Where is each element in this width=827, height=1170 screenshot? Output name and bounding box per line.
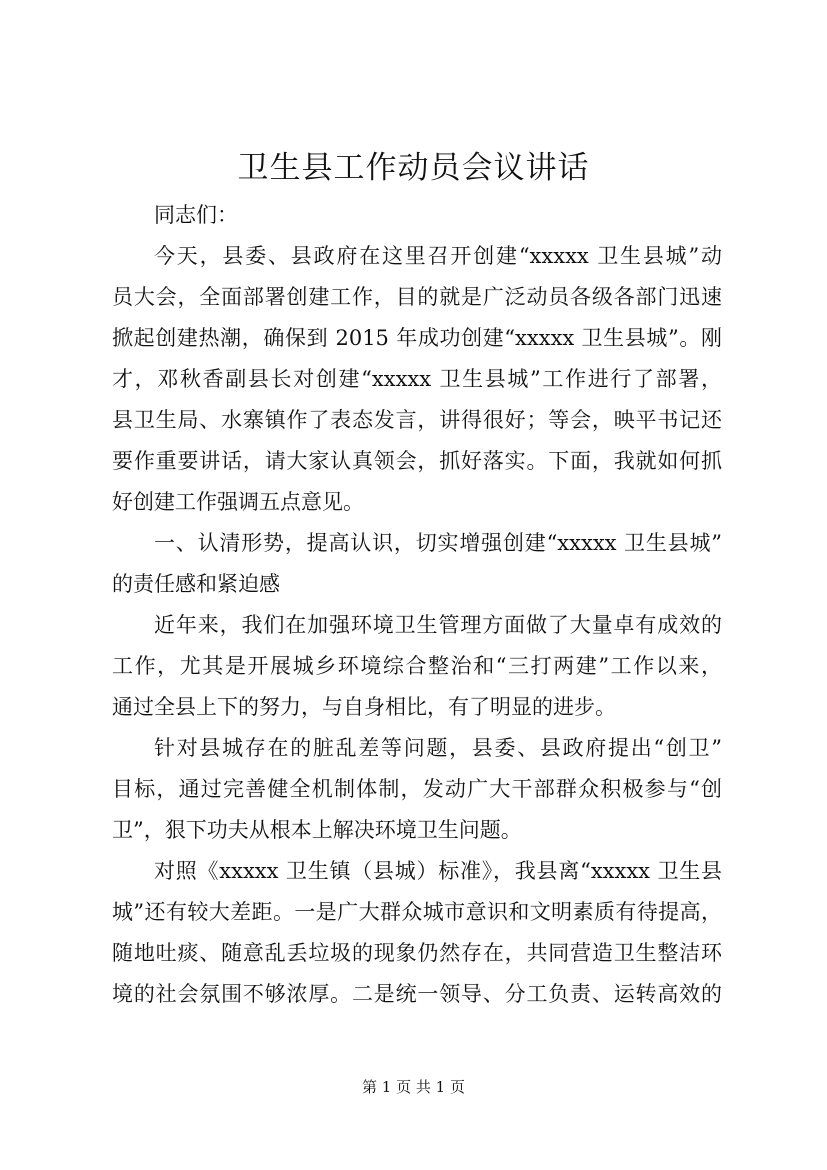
document-body [112, 195, 722, 1015]
paragraph-line: 境的社会氛围不够浓厚。二是统一领导、分工负责、运转高效的 [112, 982, 722, 1006]
paragraph-line: 掀起创建热潮，确保到 2015 年成功创建“xxxxx 卫生县城”。刚 [112, 326, 722, 350]
paragraph-line: 工作，尤其是开展城乡环境综合整治和“三打两建”工作以来， [112, 654, 722, 678]
paragraph-line: 卫”，狠下功夫从根本上解决环境卫生问题。 [112, 818, 522, 842]
paragraph-line: 县卫生局、水寨镇作了表态发言，讲得很好；等会，映平书记还 [112, 408, 722, 432]
paragraph-line: 员大会，全面部署创建工作，目的就是广泛动员各级各部门迅速 [112, 285, 722, 309]
paragraph-line: 才，邓秋香副县长对创建“xxxxx 卫生县城”工作进行了部署， [112, 367, 722, 391]
paragraph-line: 近年来，我们在加强环境卫生管理方面做了大量卓有成效的 [154, 613, 722, 637]
section-heading-line: 一、认清形势，提高认识，切实增强创建“xxxxx 卫生县城” [154, 531, 722, 555]
salutation-line: 同志们： [154, 203, 238, 227]
paragraph-line: 城”还有较大差距。一是广大群众城市意识和文明素质有待提高， [112, 900, 722, 924]
paragraph-line: 今天，县委、县政府在这里召开创建“xxxxx 卫生县城”动 [154, 244, 722, 268]
paragraph-line: 目标，通过完善健全机制体制，发动广大干部群众积极参与“创 [112, 777, 722, 801]
section-heading-line: 的责任感和紧迫感 [112, 572, 280, 596]
paragraph-line: 要作重要讲话，请大家认真领会，抓好落实。下面，我就如何抓 [112, 449, 722, 473]
paragraph-line: 针对县城存在的脏乱差等问题，县委、县政府提出“创卫” [154, 736, 722, 760]
document-title: 卫生县工作动员会议讲话 [237, 150, 590, 186]
paragraph-line: 对照《xxxxx 卫生镇（县城）标准》，我县离“xxxxx 卫生县 [154, 859, 722, 883]
paragraph-line: 通过全县上下的努力，与自身相比，有了明显的进步。 [112, 695, 616, 719]
page-number-footer: 第 1 页 共 1 页 [362, 1078, 465, 1096]
paragraph-line: 随地吐痰、随意乱丢垃圾的现象仍然存在，共同营造卫生整洁环 [112, 941, 722, 965]
paragraph-line: 好创建工作强调五点意见。 [112, 490, 364, 514]
